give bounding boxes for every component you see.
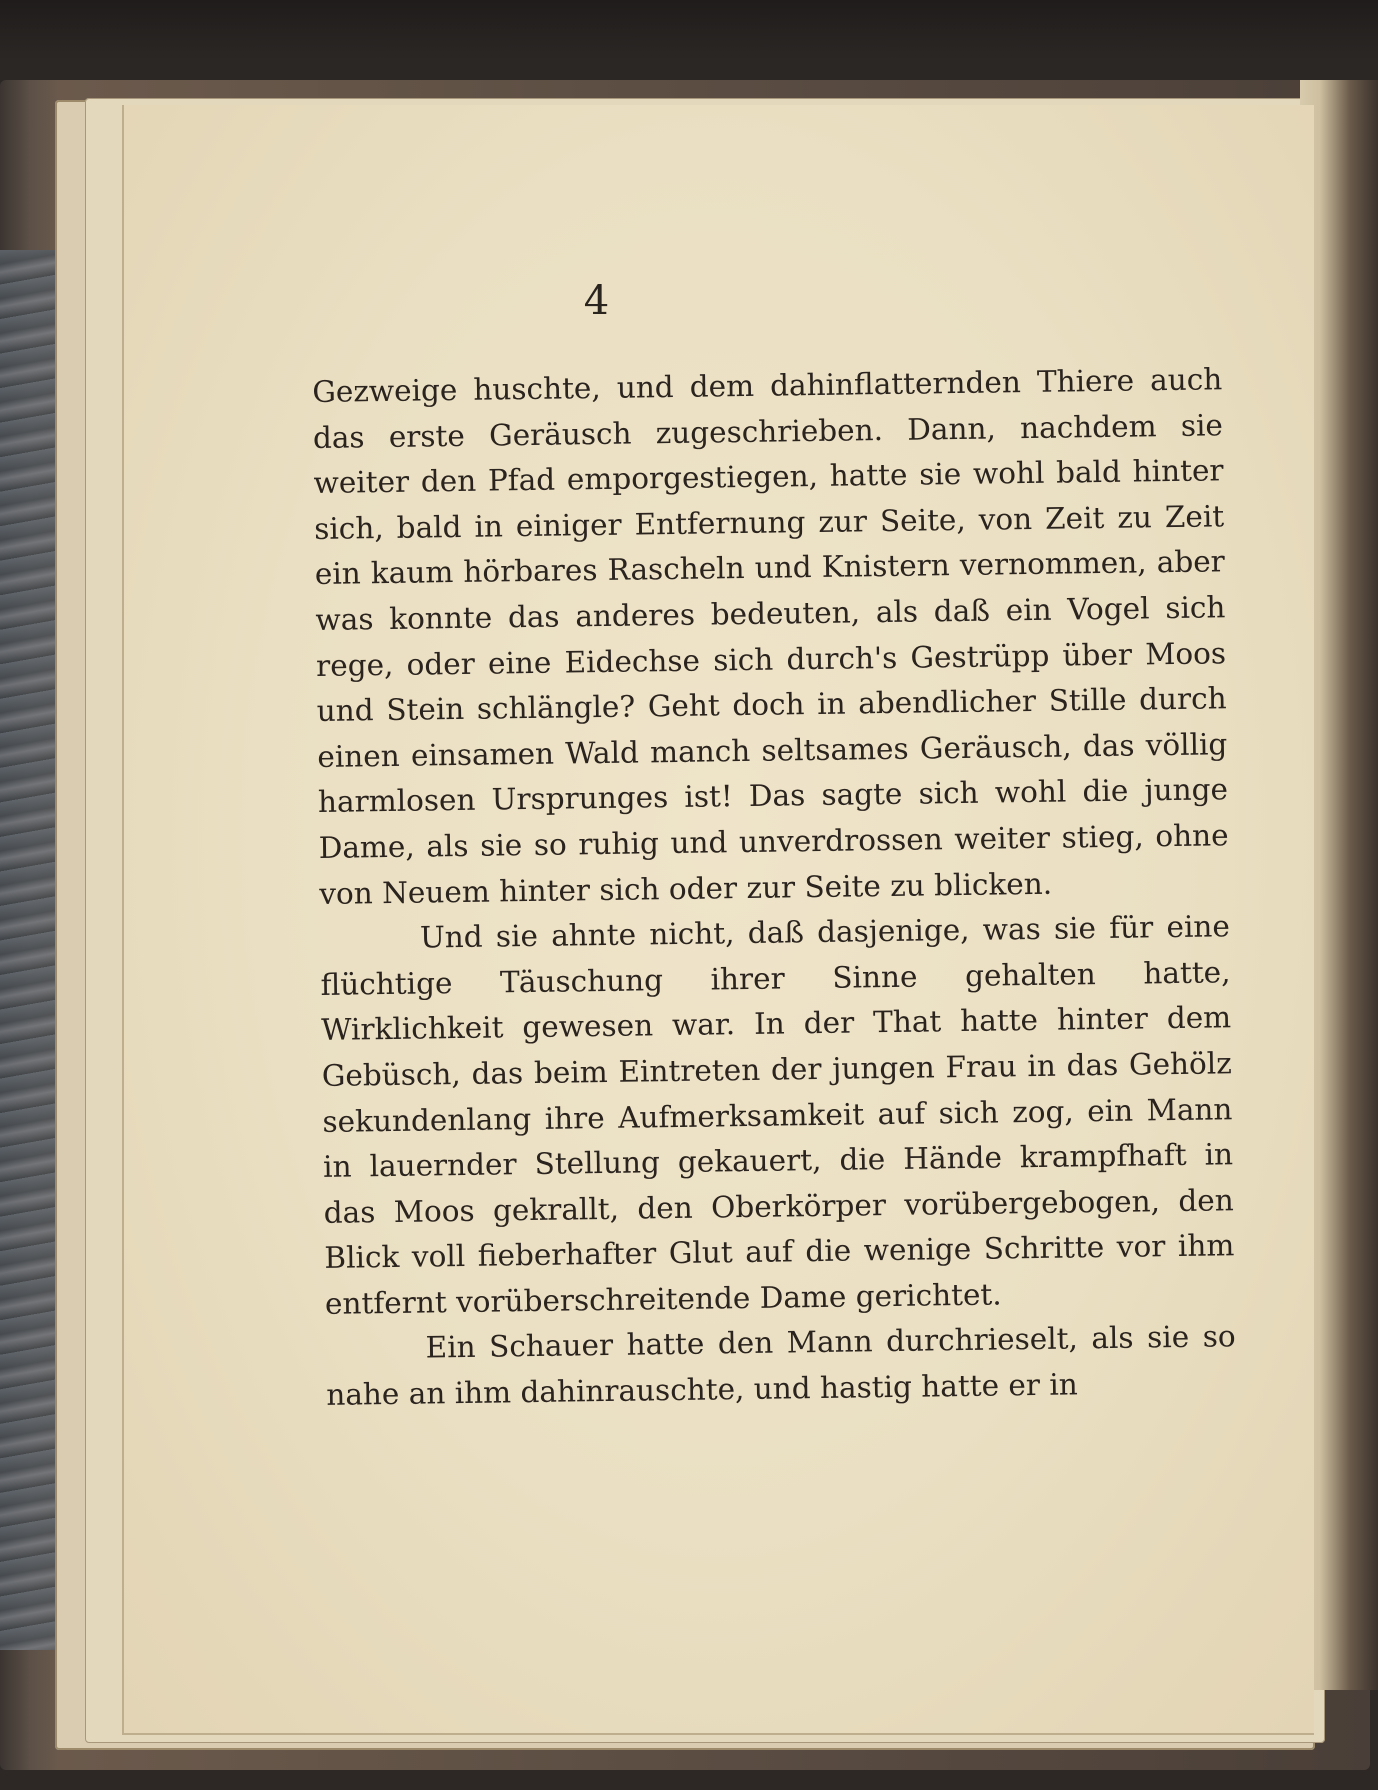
paragraph-1: Gezweige huschte, und dem dahinflatternden Thiere auch das erste Geräusch zugeschrieben. Dann, nachdem sie weiter den Pfad emporgestiegen, hatte sie wohl bald hinter sich, bald in einiger Entfernung zur Seite, von Zeit zu Zeit ein kaum hörbares Rascheln und Knistern vernommen, aber was konnte das anderes bedeuten, als daß ein Vogel sich rege, oder eine Eidechse sich durch's Gestrüpp über Moos und Stein schlängle? Geht doch in abendlicher Stille durch einen einsamen Wald manch seltsames Geräusch, das völlig harmlosen Ursprunges ist! Das sagte sich wohl die junge Dame, als sie so ruhig und unverdrossen weiter stieg, ohne von Neuem hinter sich oder zur Seite zu blicken. (312, 362, 1229, 911)
page-text (312, 357, 1237, 1418)
paragraph-3: Ein Schauer hatte den Mann durchrieselt, als sie so nahe an ihm dahinrauschte, und hastig hatte er in (326, 1319, 1236, 1412)
page-number: 4 (583, 278, 610, 324)
paragraph-2: Und sie ahnte nicht, daß dasjenige, was sie für eine flüchtige Täuschung ihrer Sinne gehalten hatte, Wirklichkeit gewesen war. In der That hatte hinter dem Gebüsch, das beim Eintreten der jungen Frau in das Gehölz sekundenlang ihre Aufmerksamkeit auf sich zog, ein Mann in lauernder Stellung gekauert, die Hände krampfhaft in das Moos gekrallt, den Oberkörper vorübergebogen, den Blick voll fieberhafter Glut auf die wenige Schritte vor ihm entfernt vorüberschreitende Dame gerichtet. (320, 909, 1235, 1321)
